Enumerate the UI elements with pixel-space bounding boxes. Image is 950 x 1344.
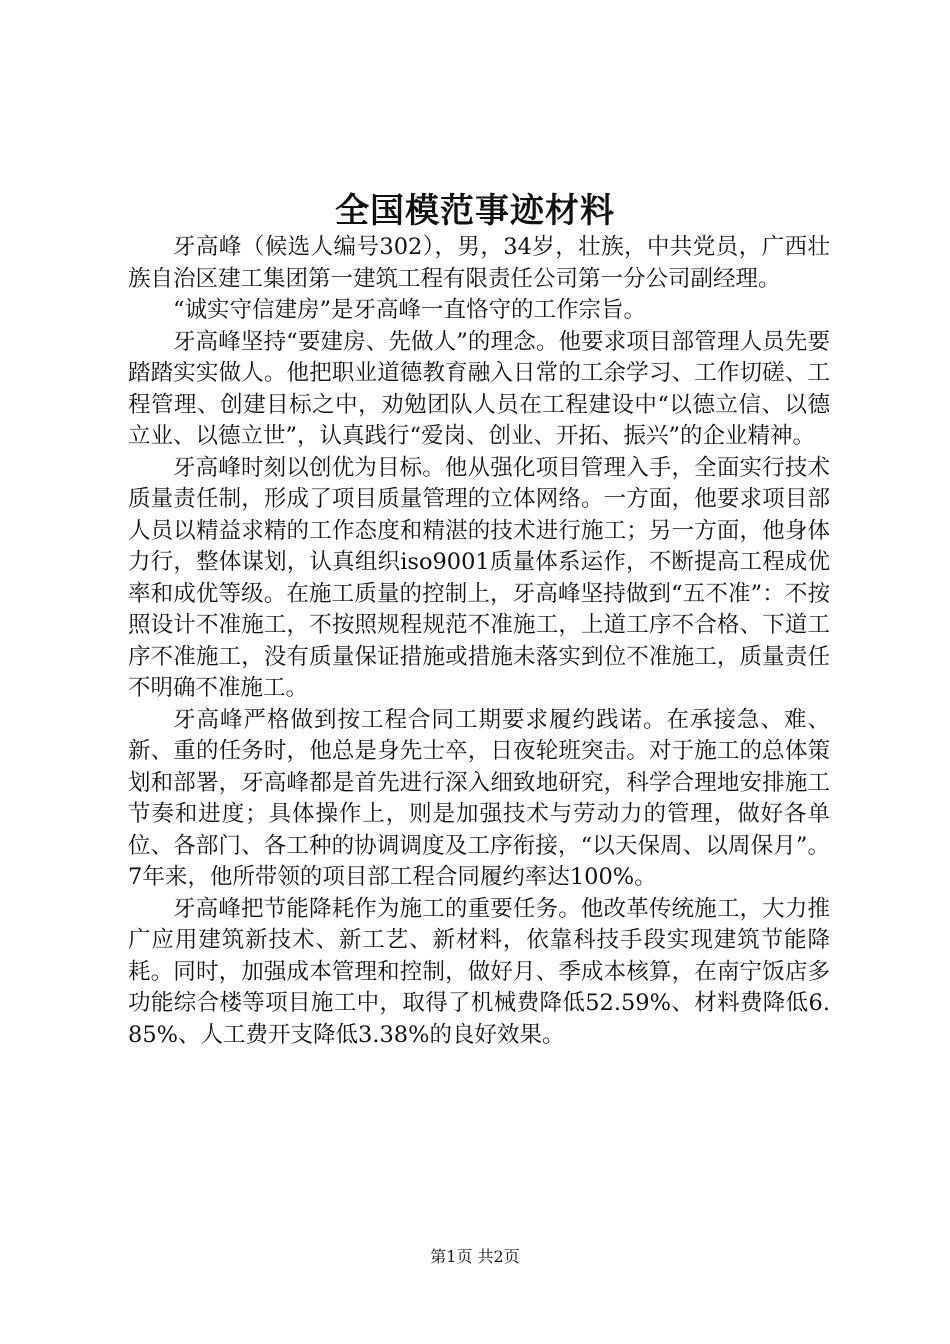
paragraph: 牙高峰时刻以创优为目标。他从强化项目管理入手，全面实行技术质量责任制，形成了项目质量管理的立体网络。一方面，他要求项目部人员以精益求精的工作态度和精湛的技术进行施工；另一方面，他身体力行，整体谋划，认真组织iso9001质量体系运作，不断提高工程成优率和成优等级。在施工质量的控制上，牙高峰坚持做到“五不准”：不按照设计不准施工，不按照规程规范不准施工，上道工序不合格、下道工序不准施工，没有质量保证措施或措施未落实到位不准施工，质量责任不明确不准施工。 — [128, 454, 830, 701]
paragraph: 牙高峰把节能降耗作为施工的重要任务。他改革传统施工，大力推广应用建筑新技术、新工艺、新材料，依靠科技手段实现建筑节能降耗。同时，加强成本管理和控制，做好月、季成本核算，在南宁饭店多功能综合楼等项目施工中，取得了机械费降低52.59%、材料费降低6.85%、人工费开支降低3.38%的良好效果。 — [128, 895, 830, 1048]
document-body — [128, 232, 830, 1051]
paragraph: 牙高峰（候选人编号302），男，34岁，壮族，中共党员，广西壮族自治区建工集团第一建筑工程有限责任公司第一分公司副经理。 — [128, 234, 830, 292]
page-number-footer: 第1页 共2页 — [430, 1247, 520, 1266]
paragraph: “诚实守信建房”是牙高峰一直恪守的工作宗旨。 — [173, 297, 647, 323]
paragraph: 牙高峰坚持“要建房、先做人”的理念。他要求项目部管理人员先要踏踏实实做人。他把职业道德教育融入日常的工余学习、工作切磋、工程管理、创建目标之中，劝勉团队人员在工程建设中“以德立信、以德立业、以德立世”，认真践行“爱岗、创业、开拓、振兴”的企业精神。 — [128, 328, 830, 449]
paragraph: 牙高峰严格做到按工程合同工期要求履约践诺。在承接急、难、新、重的任务时，他总是身先士卒，日夜轮班突击。对于施工的总体策划和部署，牙高峰都是首先进行深入细致地研究，科学合理地安排施工节奏和进度；具体操作上，则是加强技术与劳动力的管理，做好各单位、各部门、各工种的协调调度及工序衔接，“以天保周、以周保月”。7年来，他所带领的项目部工程合同履约率达100%。 — [128, 706, 830, 890]
document-title: 全国模范事迹材料 — [335, 191, 615, 231]
